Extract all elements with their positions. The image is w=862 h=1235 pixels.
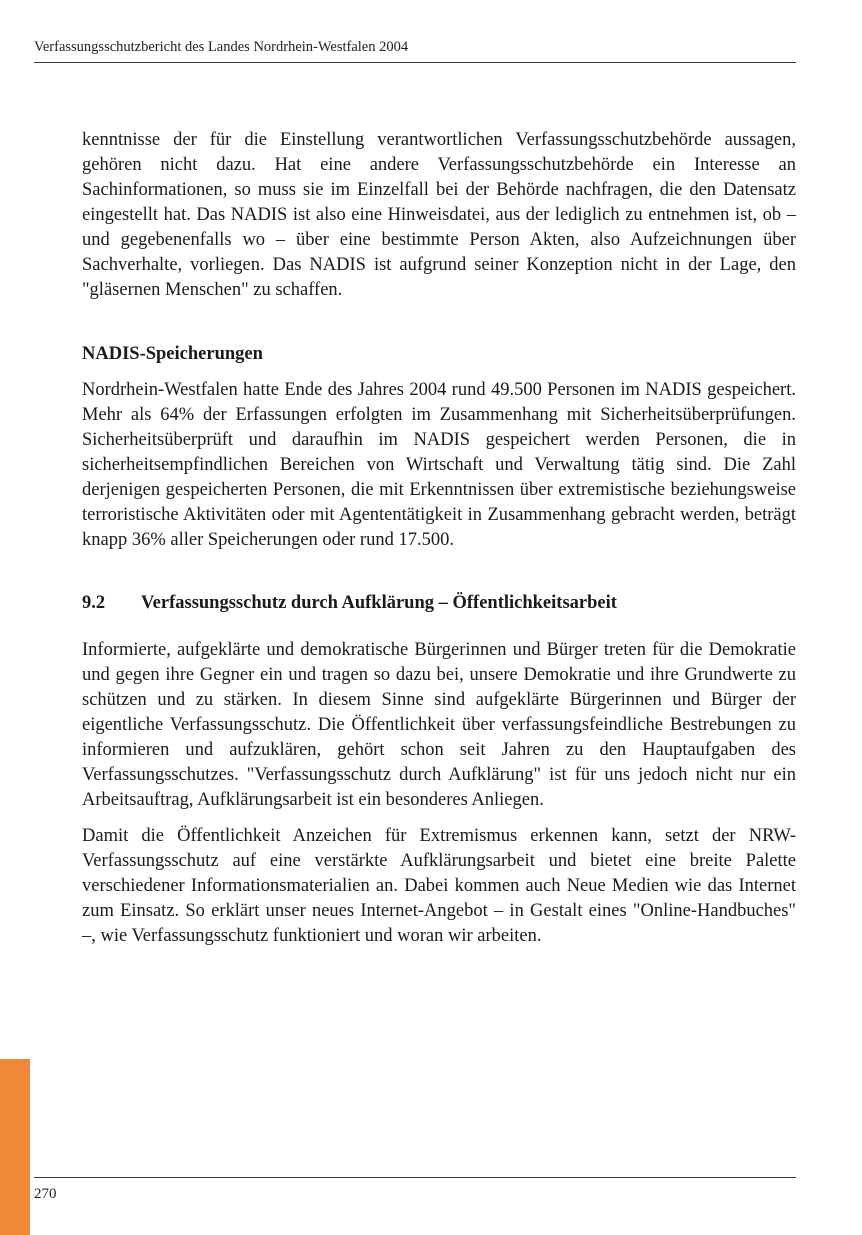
nadis-subheading: NADIS-Speicherungen (82, 344, 263, 364)
section-heading (82, 591, 796, 616)
header-divider (34, 62, 796, 63)
section-title: Verfassungsschutz durch Aufklärung – Öffentlichkeitsarbeit (141, 593, 617, 613)
nadis-paragraph: Nordrhein-Westfalen hatte Ende des Jahres 2004 rund 49.500 Personen im NADIS gespeichert. Mehr als 64% der Erfassungen erfolgten im Zusammenhang mit Sicherheitsüberprüfungen. Sicherheitsüberprüft und daraufhin im NADIS gespeichert werden Personen, die in sicherheitsempfindlichen Bereichen von Wirtschaft und Verwaltung tätig sind. Die Zahl derjenigen gespeicherten Personen, die mit Erkenntnissen über extremistische beziehungsweise terroristische Aktivitäten oder mit Agententätigkeit in Zusammenhang gebracht werden, beträgt knapp 36% aller Speicherungen oder rund 17.500. (82, 380, 796, 550)
page-body (82, 128, 796, 949)
running-header: Verfassungsschutzbericht des Landes Nordrhein-Westfalen 2004 (34, 39, 409, 55)
section-number: 9.2 (82, 593, 106, 613)
chapter-marker-bar (0, 1059, 30, 1235)
footer-divider (34, 1177, 796, 1178)
section-paragraph-2: Damit die Öffentlichkeit Anzeichen für Extremismus erkennen kann, setzt der NRW-Verfassungsschutz auf eine verstärkte Aufklärungsarbeit und bietet eine breite Palette verschiedener Informationsmaterialien an. Dabei kommen auch Neue Medien wie das Internet zum Einsatz. So erklärt unser neues Internet-Angebot – in Gestalt eines "Online-Handbuches" –, wie Verfassungsschutz funktioniert und woran wir arbeiten. (82, 826, 796, 946)
section-paragraph-1: Informierte, aufgeklärte und demokratische Bürgerinnen und Bürger treten für die Demokratie und gegen ihre Gegner ein und tragen so dazu bei, unsere Demokratie und ihre Grundwerte zu schützen und zu stärken. In diesem Sinne sind aufgeklärte Bürgerinnen und Bürger der eigentliche Verfassungsschutz. Die Öffentlichkeit über verfassungsfeindliche Bestrebungen zu informieren und aufzuklären, gehört schon seit Jahren zu den Hauptaufgaben des Verfassungsschutzes. "Verfassungsschutz durch Aufklärung" ist für uns jedoch nicht nur ein Arbeitsauftrag, Aufklärungsarbeit ist ein besonderes Anliegen. (82, 640, 796, 810)
intro-paragraph: kenntnisse der für die Einstellung verantwortlichen Verfassungsschutzbehörde aussagen, gehören nicht dazu. Hat eine andere Verfassungsschutzbehörde ein Interesse an Sachinformationen, so muss sie im Einzelfall bei der Behörde nachfragen, die den Datensatz eingestellt hat. Das NADIS ist also eine Hinweisdatei, aus der lediglich zu entnehmen ist, ob – und gegebenenfalls wo – über eine bestimmte Person Akten, also Aufzeichnungen über Sachverhalte, vorliegen. Das NADIS ist aufgrund seiner Konzeption nicht in der Lage, den "gläsernen Menschen" zu schaffen. (82, 130, 796, 300)
page-number: 270 (34, 1186, 57, 1202)
